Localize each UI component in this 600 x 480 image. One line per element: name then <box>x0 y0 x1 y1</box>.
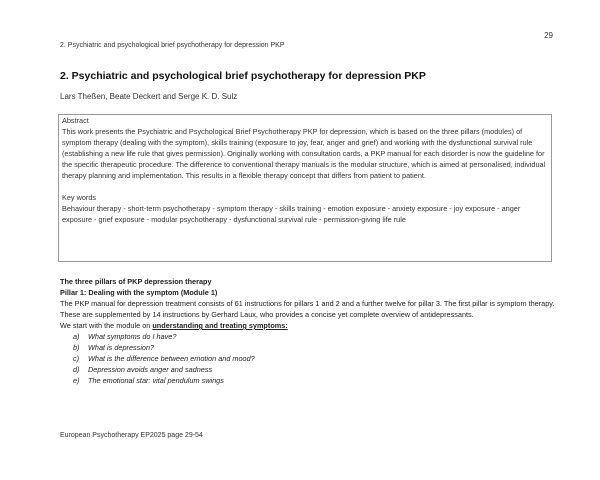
list-item-text: What is depression? <box>88 343 155 352</box>
page-number: 29 <box>544 31 553 40</box>
list-marker: c) <box>73 354 80 363</box>
question-list <box>60 331 560 386</box>
list-item-text: What is the difference between emotion and mood? <box>88 354 255 363</box>
running-header: 2. Psychiatric and psychological brief psychotherapy for depression PKP <box>60 42 285 49</box>
list-item <box>60 331 560 342</box>
section-body <box>60 276 560 386</box>
list-item <box>60 342 560 353</box>
keywords-text: Behaviour therapy - short-term psychotherapy - symptom therapy - skills training - emotion exposure - anxiety exposure - joy exposure - anger exposure - grief exposure - modular psychotherapy - dysfunctional survival rule - permission-giving life rule <box>62 204 521 224</box>
paper-title: 2. Psychiatric and psychological brief psychotherapy for depression PKP <box>60 70 426 82</box>
abstract-heading: Abstract <box>62 116 89 125</box>
page-footer: European Psychotherapy EP2025 page 29-54 <box>60 432 203 439</box>
keywords-heading: Key words <box>62 193 97 202</box>
list-item-text: The emotional star: vital pendulum swings <box>88 376 224 385</box>
list-item <box>60 375 560 386</box>
list-item <box>60 364 560 375</box>
intro-emphasis: understanding and treating symptoms: <box>152 321 288 330</box>
intro-line <box>60 320 560 331</box>
list-marker: d) <box>73 365 80 374</box>
abstract-box <box>58 114 552 262</box>
list-item-text: Depression avoids anger and sadness <box>88 365 213 374</box>
list-item-text: What symptoms do I have? <box>88 332 177 341</box>
list-item <box>60 353 560 364</box>
authors: Lars Theßen, Beate Deckert and Serge K. D. Sulz <box>60 92 238 101</box>
list-marker: e) <box>73 376 80 385</box>
section-heading: The three pillars of PKP depression therapy <box>60 277 212 286</box>
list-marker: b) <box>73 343 80 352</box>
intro-prefix: We start with the module on <box>60 321 153 330</box>
section-subheading: Pillar 1: Dealing with the symptom (Module 1) <box>60 288 218 297</box>
abstract-text: This work presents the Psychiatric and Psychological Brief Psychotherapy PKP for depression, which is based on the three pillars (modules) of symptom therapy (dealing with the symptom), skills training (exposure to joy, fear, anger and grief) and working with the dysfunctional survival rule (establishing a new life rule that gives permission). Originally working with consultation cards, a PKP manual for each disorder is now the guideline for the specific therapeutic procedure. The difference to conventional therapy manuals is the modular structure, which is aimed at personalised, individual therapy planning and implementation. This results in a flexible therapy concept that differs from patient to patient. <box>62 127 546 180</box>
section-paragraph: The PKP manual for depression treatment consists of 61 instructions for pillars 1 and 2 and a further twelve for pillar 3. The first pillar is symptom therapy. These are supplemented by 14 instructions by Gerhard Laux, who provides a concise yet complete overview of antidepressants. <box>60 299 555 319</box>
list-marker: a) <box>73 332 80 341</box>
